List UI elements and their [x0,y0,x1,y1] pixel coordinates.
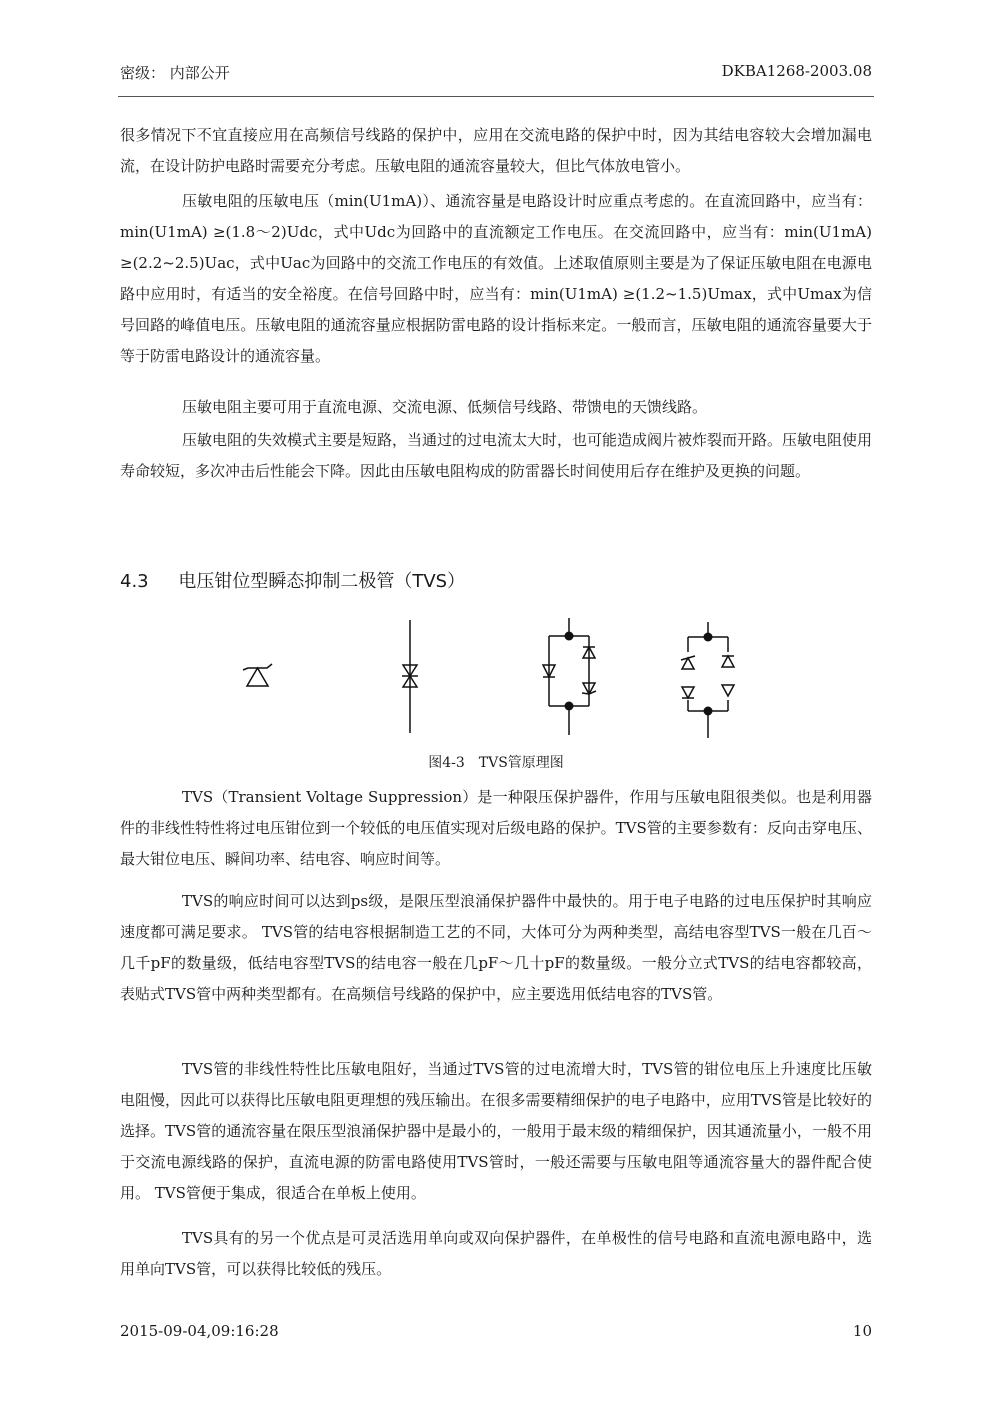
paragraph-1: 很多情况下不宜直接应用在高频信号线路的保护中，应用在交流电路的保护中时，因为其结电容较大会增加漏电流，在设计防护电路时需要充分考虑。压敏电阻的通流容量较大，但比气体放电管小。 [120,126,872,175]
paragraph-7: TVS管的非线性特性比压敏电阻好，当通过TVS管的过电流增大时，TVS管的钳位电压上升速度比压敏电阻慢，因此可以获得比压敏电阻更理想的残压输出。在很多需要精细保护的电子电路中，应用TVS管是比较好的选择。TVS管的通流容量在限压型浪涌保护器中是最小的，一般用于最末级的精细保护，因其通流量小，一般不用于交流电源线路的保护，直流电源的防雷电路使用TVS管时，一般还需要与压敏电阻等通流容量大的器件配合使用。 TVS管便于集成，很适合在单板上使用。 [120,1060,872,1202]
paragraph-5: TVS（Transient Voltage Suppression）是一种限压保护器件，作用与压敏电阻很类似。也是利用器件的非线性特性将过电压钳位到一个较低的电压值实现对后级电路的保护。TVS管的主要参数有：反向击穿电压、最大钳位电压、瞬间功率、结电容、响应时间等。 [120,788,872,868]
paragraph-8: TVS具有的另一个优点是可灵活选用单向或双向保护器件，在单极性的信号电路和直流电源电路中，选用单向TVS管，可以获得比较低的残压。 [120,1229,872,1278]
figure-caption: 图4-3 TVS管原理图 [428,755,564,771]
junction-dot [704,707,713,716]
footer-timestamp: 2015-09-04,09:16:28 [120,1322,279,1340]
paragraph-3: 压敏电阻主要可用于直流电源、交流电源、低频信号线路、带馈电的天馈线路。 [182,398,708,416]
paragraph-4: 压敏电阻的失效模式主要是短路，当通过的过电流太大时，也可能造成阀片被炸裂而开路。压敏电阻使用寿命较短，多次冲击后性能会下降。因此由压敏电阻构成的防雷器长时间使用后存在维护及更换的问题。 [120,431,873,480]
page-number: 10 [852,1322,872,1340]
document-id: DKBA1268-2003.08 [721,62,872,80]
section-title: 电压钳位型瞬态抑制二极管（TVS） [178,571,466,592]
paragraph-2: 压敏电阻的压敏电压（min(U1mA)）、通流容量是电路设计时应重点考虑的。在直流回路中，应当有：min(U1mA) ≥(1.8～2)Udc，式中Udc为回路中的直流额定工作电压。在交流回路中，应当有：min(U1mA) ≥(2.2~2.5)Uac，式中Uac为回路中的交流工作电压的有效值。上述取值原则主要是为了保证压敏电阻在电源电路中应用时，有适当的安全裕度。在信号回路中时，应当有：min(U1mA) ≥(1.2~1.5)Umax，式中Umax为信号回路的峰值电压。压敏电阻的通流容量应根据防雷电路的设计指标来定。一般而言，压敏电阻的通流容量要大于等于防雷电路设计的通流容量。 [120,192,872,365]
section-number: 4.3 [120,571,149,592]
junction-dot [565,702,574,711]
tvs-bidirectional-symbol [402,620,418,733]
tvs-unidirectional-symbol [243,664,272,686]
junction-dot [704,633,713,642]
paragraph-6: TVS的响应时间可以达到ps级，是限压型浪涌保护器件中最快的。用于电子电路的过电压保护时其响应速度都可满足要求。 TVS管的结电容根据制造工艺的不同，大体可分为两种类型，高结电容型TVS一般在几百～几千pF的数量级，低结电容型TVS的结电容一般在几pF～几十pF的数量级。一般分立式TVS的结电容都较高，表贴式TVS管中两种类型都有。在高频信号线路的保护中，应主要选用低结电容的TVS管。 [120,892,872,1003]
security-level: 密级： 内部公开 [120,64,230,82]
junction-dot [565,632,574,641]
